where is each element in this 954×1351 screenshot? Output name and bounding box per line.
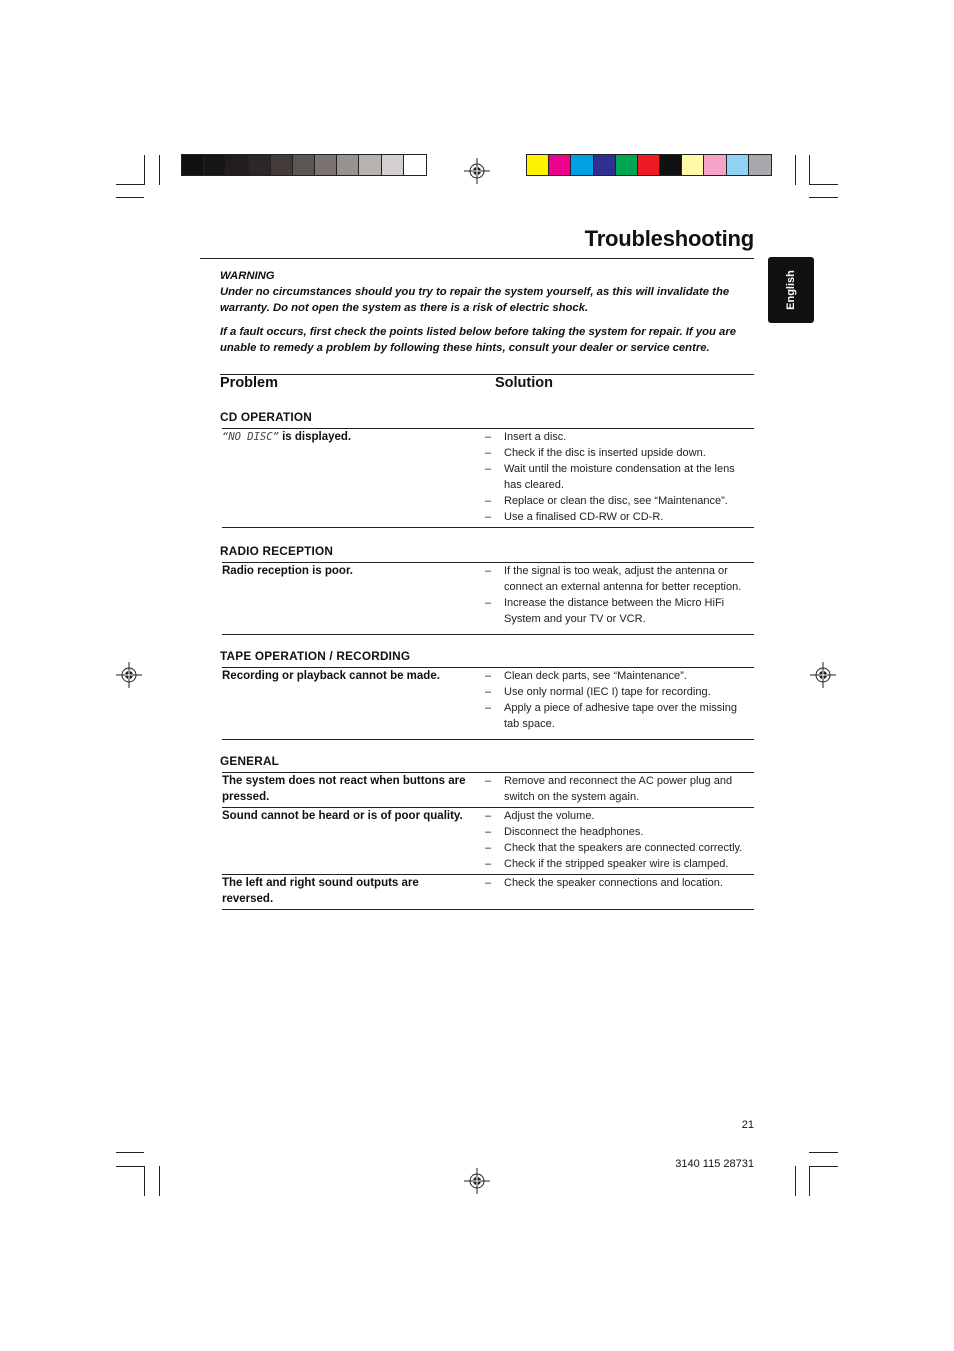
solution-list	[485, 773, 755, 805]
gray-swatch	[337, 155, 359, 175]
document-code: 3140 115 28731	[675, 1158, 754, 1170]
solution-item: – Check if the disc is inserted upside down.	[485, 445, 755, 461]
fault-advice: If a fault occurs, first check the points listed below before taking the system for repair. If you are unable to remedy a problem by following these hints, consult your dealer or service centre.	[220, 326, 737, 354]
warning-heading: WARNING	[220, 270, 275, 282]
crop-mark	[809, 197, 838, 198]
crop-mark	[809, 184, 838, 185]
problem-text: The left and right sound outputs are reversed.	[222, 877, 419, 905]
color-swatch	[616, 155, 638, 175]
solution-list	[485, 808, 755, 872]
color-swatch	[594, 155, 616, 175]
solution-item: – Check the speaker connections and location.	[485, 875, 755, 891]
crop-mark	[809, 1152, 838, 1153]
section-heading-general: GENERAL	[220, 754, 280, 768]
gray-swatch	[182, 155, 204, 175]
problem-text: Recording or playback cannot be made.	[222, 670, 440, 682]
color-swatch	[638, 155, 660, 175]
grayscale-calibration-bar	[181, 154, 427, 176]
color-swatch	[704, 155, 726, 175]
crop-mark	[144, 1166, 145, 1196]
color-swatch	[749, 155, 771, 175]
gray-swatch	[271, 155, 293, 175]
crop-mark	[116, 197, 144, 198]
crop-mark	[795, 155, 796, 185]
crop-mark	[116, 184, 144, 185]
gray-swatch	[404, 155, 426, 175]
crop-mark	[144, 155, 145, 185]
solution-item: – Use only normal (IEC I) tape for recording.	[485, 684, 755, 700]
section-heading-tape-operation: TAPE OPERATION / RECORDING	[220, 649, 411, 663]
section-heading-cd-operation: CD OPERATION	[220, 410, 312, 424]
solution-item: – If the signal is too weak, adjust the antenna or connect an external antenna for better reception.	[485, 563, 755, 595]
solution-item: – Check if the stripped speaker wire is clamped.	[485, 856, 755, 872]
color-calibration-bar	[526, 154, 772, 176]
solution-item: – Apply a piece of adhesive tape over the missing tab space.	[485, 700, 755, 732]
problem-text: Sound cannot be heard or is of poor quality.	[222, 810, 463, 822]
solution-item: – Replace or clean the disc, see “Maintenance”.	[485, 493, 755, 509]
solution-item: – Insert a disc.	[485, 429, 755, 445]
crop-mark	[116, 1152, 144, 1153]
gray-swatch	[382, 155, 404, 175]
solution-item: – Remove and reconnect the AC power plug and switch on the system again.	[485, 773, 755, 805]
row-rule	[222, 527, 754, 528]
problem-text: Radio reception is poor.	[222, 565, 353, 577]
color-swatch	[571, 155, 593, 175]
solution-list	[485, 875, 755, 891]
solution-item: – Wait until the moisture condensation at the lens has cleared.	[485, 461, 755, 493]
solution-item: – Use a finalised CD-RW or CD-R.	[485, 509, 755, 525]
gray-swatch	[315, 155, 337, 175]
solution-list	[485, 429, 755, 525]
solution-list	[485, 563, 755, 627]
problem-text: “NO DISC” is displayed.	[222, 431, 352, 443]
registration-mark-icon	[116, 662, 142, 688]
section-heading-radio-reception: RADIO RECEPTION	[220, 544, 334, 558]
gray-swatch	[204, 155, 226, 175]
color-swatch	[660, 155, 682, 175]
crop-mark	[159, 1166, 160, 1196]
solution-item: – Increase the distance between the Micro HiFi System and your TV or VCR.	[485, 595, 755, 627]
registration-mark-icon	[464, 1168, 490, 1194]
row-rule	[222, 634, 754, 635]
registration-mark-icon	[464, 158, 490, 184]
color-swatch	[682, 155, 704, 175]
crop-mark	[116, 1166, 144, 1167]
gray-swatch	[249, 155, 271, 175]
warning-text: Under no circumstances should you try to repair the system yourself, as this will invalidate the warranty. Do not open the system as there is a risk of electric shock.	[220, 286, 730, 314]
crop-mark	[809, 155, 810, 185]
language-tab	[768, 257, 814, 323]
row-rule	[222, 739, 754, 740]
registration-mark-icon	[810, 662, 836, 688]
display-text: “NO DISC”	[222, 431, 279, 443]
problem-text: The system does not react when buttons are pressed.	[222, 775, 466, 803]
title-rule	[200, 258, 754, 259]
row-rule	[222, 909, 754, 910]
header-rule	[220, 374, 754, 375]
language-tab-label: English	[785, 270, 797, 310]
gray-swatch	[359, 155, 381, 175]
gray-swatch	[293, 155, 315, 175]
solution-item: – Disconnect the headphones.	[485, 824, 755, 840]
solution-column-header: Solution	[495, 375, 553, 391]
color-swatch	[549, 155, 571, 175]
color-swatch	[527, 155, 549, 175]
solution-list	[485, 668, 755, 732]
warning-block	[220, 268, 754, 356]
crop-mark	[809, 1166, 838, 1167]
page-title: Troubleshooting	[584, 226, 754, 251]
crop-mark	[809, 1166, 810, 1196]
page-number: 21	[741, 1119, 754, 1131]
solution-item: – Clean deck parts, see “Maintenance”.	[485, 668, 755, 684]
solution-item: – Check that the speakers are connected correctly.	[485, 840, 755, 856]
color-swatch	[727, 155, 749, 175]
solution-item: – Adjust the volume.	[485, 808, 755, 824]
problem-column-header: Problem	[220, 375, 279, 391]
crop-mark	[159, 155, 160, 185]
gray-swatch	[226, 155, 248, 175]
crop-mark	[795, 1166, 796, 1196]
